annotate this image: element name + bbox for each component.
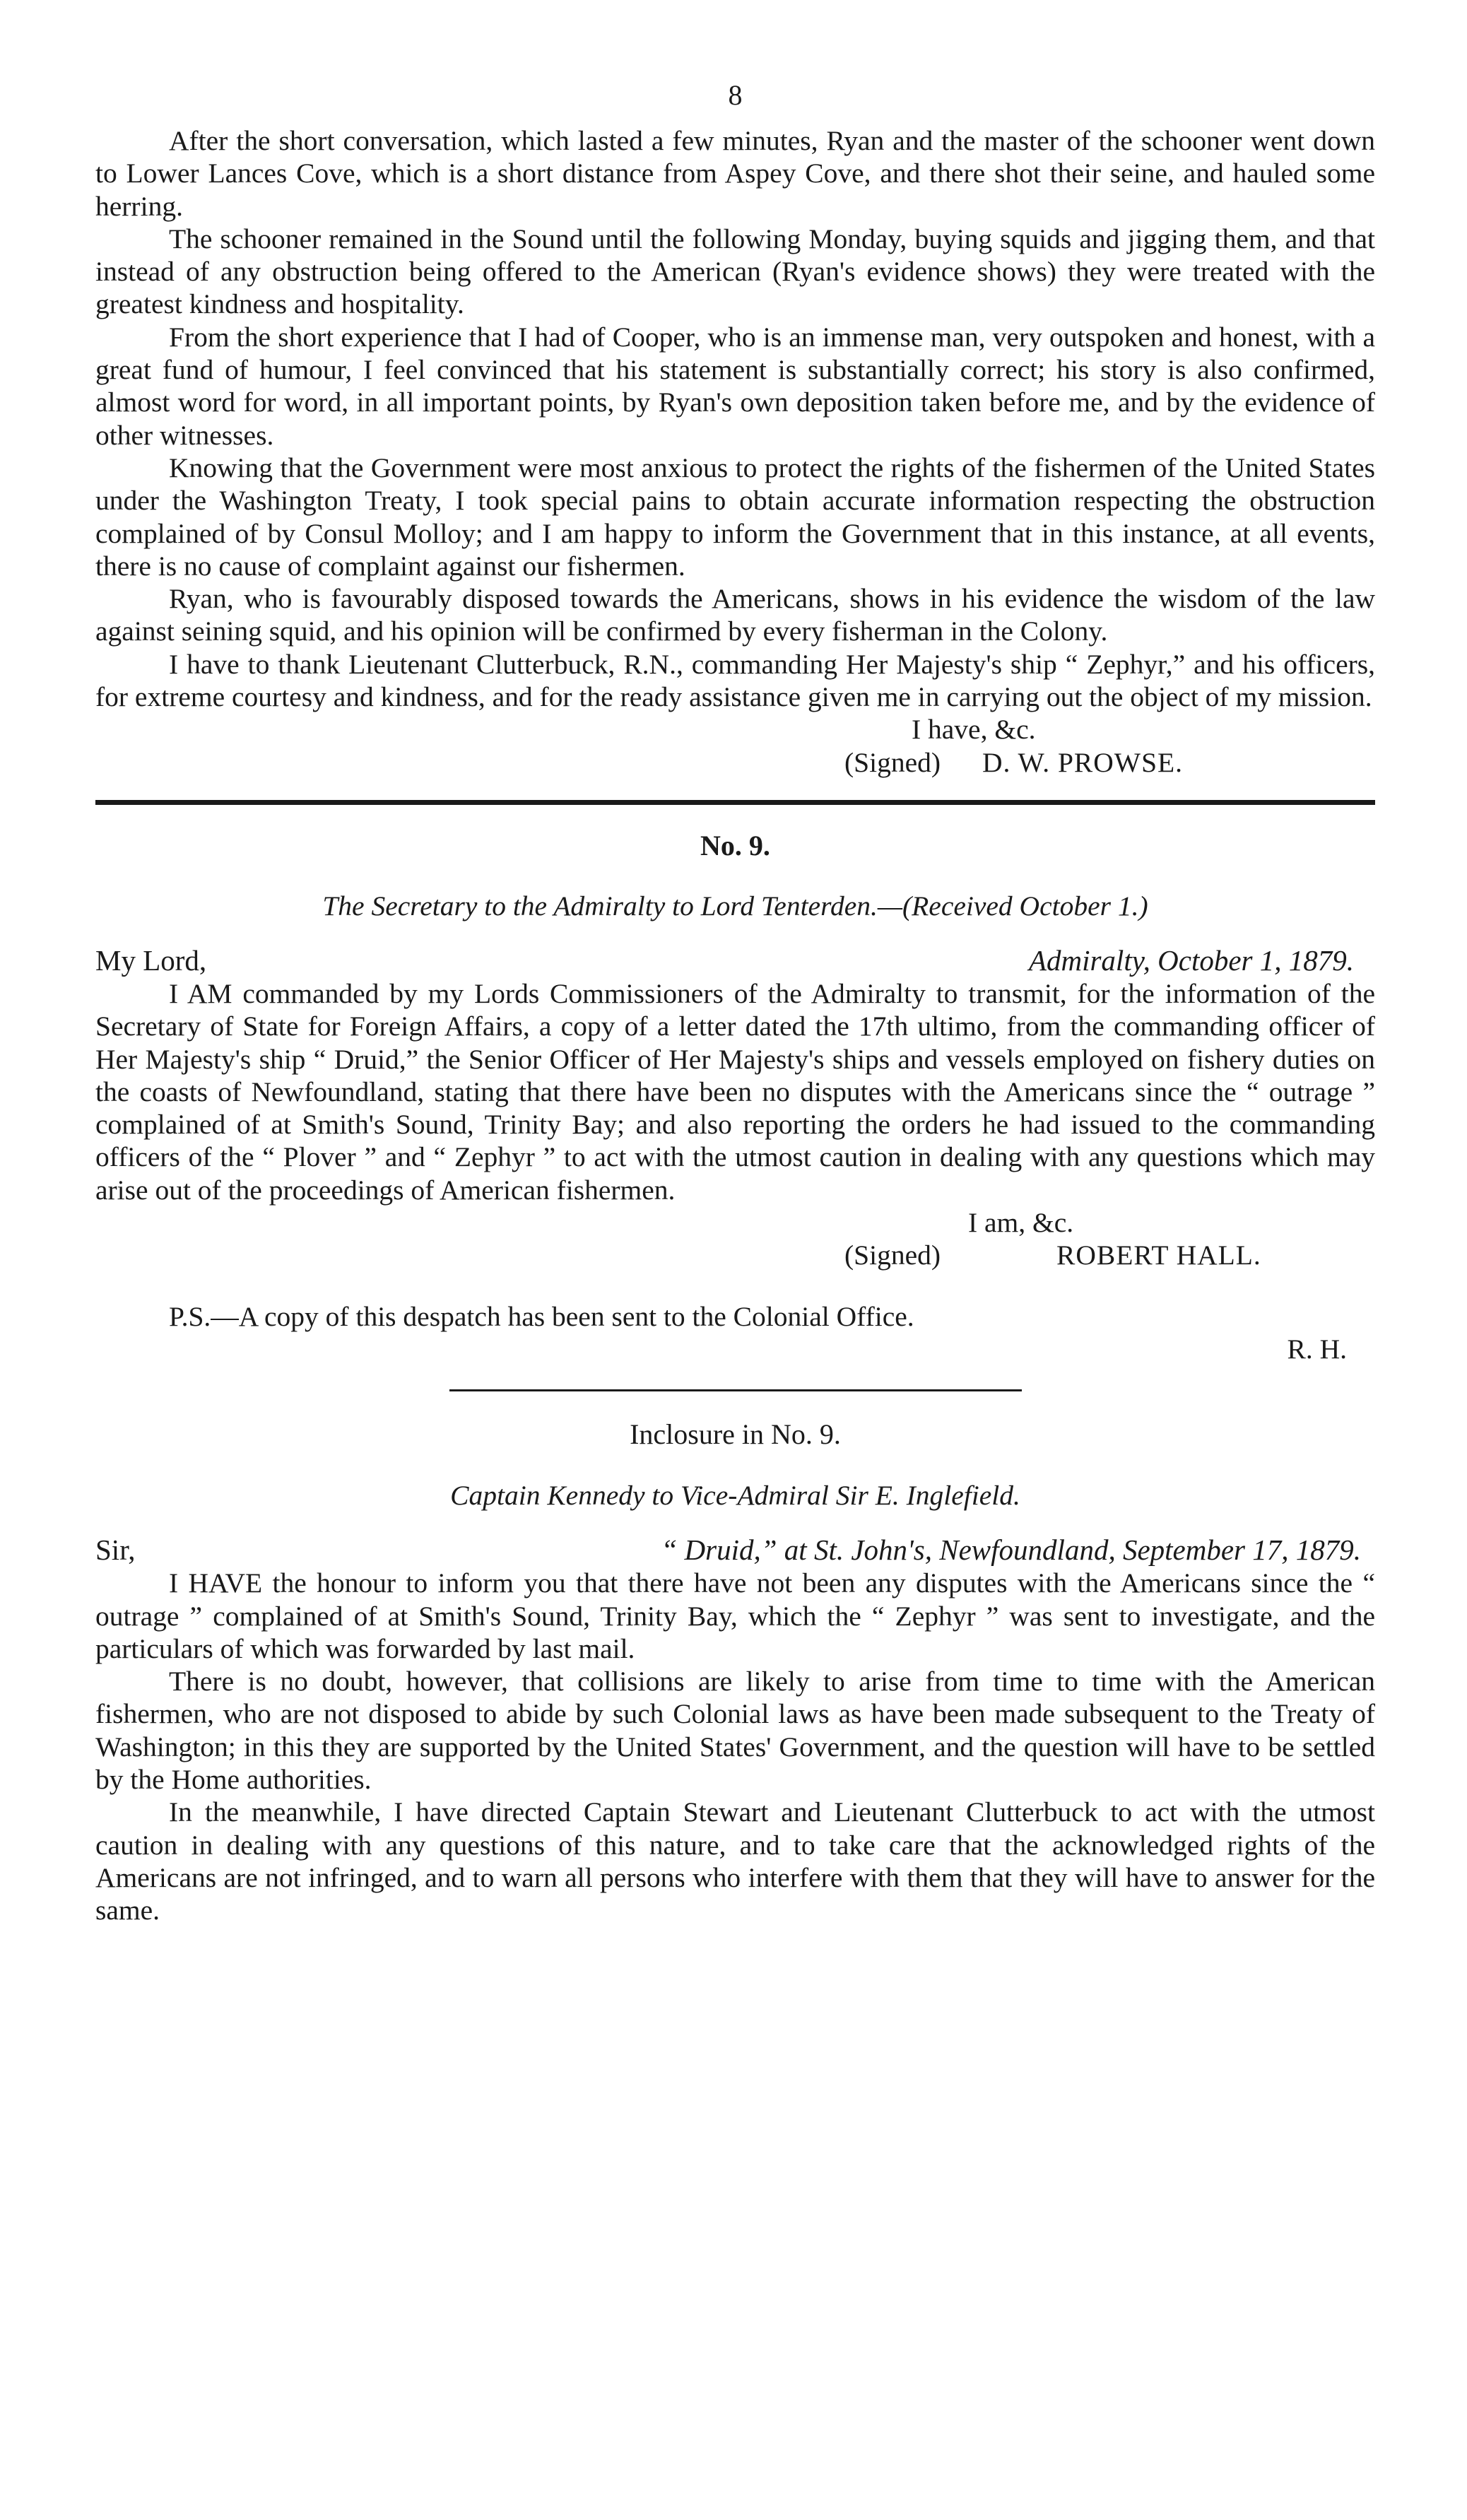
paragraph: There is no doubt, however, that collisions are likely to arise from time to time with the American fishermen, who are not disposed to abide by such Colonial laws as have been made subsequent to the Treaty of Washington; in this they are supported by the United States' Government, and the question will have to be settled by the Home authorities.	[95, 1666, 1375, 1795]
signed-label: (Signed)	[844, 1240, 941, 1271]
paragraph: The schooner remained in the Sound until the following Monday, buying squids and jigging them, and that instead of any obstruction being offered to the American (Ryan's evidence shows) they were treated with the greatest kindness and hospitality.	[95, 223, 1375, 320]
despatch-no-9-section	[95, 825, 1375, 1365]
inclosure-heading: Captain Kennedy to Vice-Admiral Sir E. Inglefield.	[450, 1480, 1020, 1512]
inclosure-title: Inclosure in No. 9.	[630, 1418, 841, 1451]
salutation-row	[95, 943, 1375, 977]
despatch-number: No. 9.	[700, 829, 770, 861]
paragraph: I have to thank Lieutenant Clutterbuck, R.N., commanding Her Majesty's ship “ Zephyr,” and his officers, for extreme courtesy and kindness, and for the ready assistance given me in carrying out the object of my mission.	[95, 648, 1375, 713]
salutation: My Lord,	[95, 943, 207, 977]
salutation-row	[95, 1533, 1375, 1567]
place-date: Admiralty, October 1, 1879.	[1028, 943, 1354, 977]
paragraph: Ryan, who is favourably disposed towards the Americans, shows in his evidence the wisdom of the law against seining squid, and his opinion will be confirmed by every fisherman in the Colony.	[95, 583, 1375, 647]
section-divider	[95, 800, 1375, 805]
paragraph: In the meanwhile, I have directed Captain Stewart and Lieutenant Clutterbuck to act with the utmost caution in dealing with any questions of this nature, and to take care that the acknowledged rights of the Americans are not infringed, and to warn all persons who interfere with them that they will have to answer for the same.	[95, 1796, 1375, 1926]
paragraph: I HAVE the honour to inform you that there have not been any disputes with the Americans since the “ outrage ” complained of at Smith's Sound, Trinity Bay, which the “ Zephyr ” was sent to investigate, and the particulars of which was forwarded by last mail.	[95, 1567, 1375, 1664]
signature-row	[95, 746, 1375, 779]
section-divider	[449, 1389, 1022, 1391]
inclosure-section	[95, 1417, 1375, 1926]
closing-formula: I am, &c.	[968, 1207, 1074, 1239]
salutation: Sir,	[95, 1533, 136, 1567]
place-date: “ Druid,” at St. John's, Newfoundland, September 17, 1879.	[661, 1533, 1361, 1567]
prowse-report-section	[95, 124, 1375, 779]
signature-row	[95, 1239, 1375, 1271]
paragraph: I AM commanded by my Lords Commissioners of the Admiralty to transmit, for the information of the Secretary of State for Foreign Affairs, a copy of a letter dated the 17th ultimo, from the commanding officer of Her Majesty's ship “ Druid,” the Senior Officer of Her Majesty's ships and vessels employed on fishery duties on the coasts of Newfoundland, stating that there have been no disputes with the Americans since the “ outrage ” complained of at Smith's Sound, Trinity Bay; and also reporting the orders he had issued to the commanding officers of the “ Plover ” and “ Zephyr ” to act with the utmost caution in dealing with any questions which may arise out of the proceedings of American fishermen.	[95, 977, 1375, 1206]
initials: R. H.	[1287, 1333, 1347, 1365]
page-number: 8	[728, 79, 743, 111]
signatory-name: D. W. PROWSE.	[982, 746, 1184, 778]
despatch-heading: The Secretary to the Admiralty to Lord Tenterden.—(Received October 1.)	[322, 890, 1148, 922]
paragraph: Knowing that the Government were most anxious to protect the rights of the fishermen of the United States under the Washington Treaty, I took special pains to obtain accurate information respecting the obstruction complained of by Consul Molloy; and I am happy to inform the Government that in this instance, at all events, there is no cause of complaint against our fishermen.	[95, 452, 1375, 582]
signatory-name: ROBERT HALL.	[1056, 1240, 1261, 1271]
paragraph: After the short conversation, which lasted a few minutes, Ryan and the master of the schooner went down to Lower Lances Cove, which is a short distance from Aspey Cove, and there shot their seine, and hauled some herring.	[95, 125, 1375, 222]
paragraph: From the short experience that I had of Cooper, who is an immense man, very outspoken and honest, with a great fund of humour, I feel convinced that his statement is substantially correct; his story is also confirmed, almost word for word, in all important points, by Ryan's own deposition taken before me, and by the evidence of other witnesses.	[95, 321, 1375, 451]
closing-formula: I have, &c.	[912, 714, 1036, 746]
signed-label: (Signed)	[844, 746, 941, 778]
postscript: P.S.—A copy of this despatch has been sent to the Colonial Office.	[169, 1300, 914, 1332]
